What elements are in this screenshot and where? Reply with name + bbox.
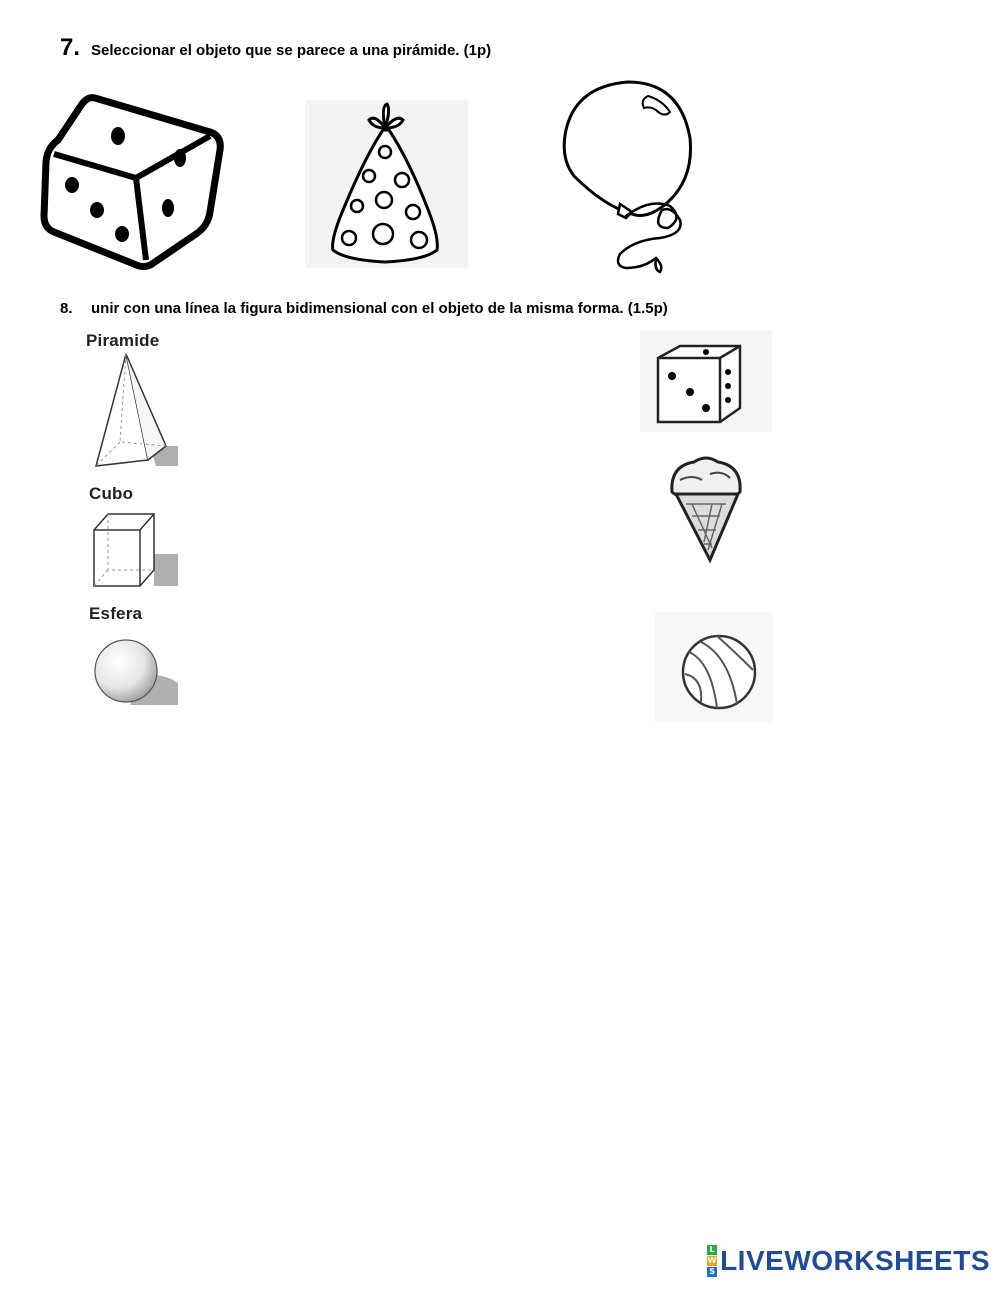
question-7-number: 7.	[60, 34, 81, 61]
option-party-hat[interactable]	[305, 100, 468, 268]
option-balloon[interactable]	[560, 78, 725, 283]
shape-sphere[interactable]	[90, 635, 178, 707]
object-dice[interactable]	[640, 330, 772, 432]
question-7-text: Seleccionar el objeto que se parece a una pirámide. (1p)	[91, 42, 492, 59]
ball-icon	[683, 636, 755, 708]
question-8-number: 8.	[60, 300, 73, 317]
shape-label-cubo: Cubo	[89, 484, 134, 503]
object-ice-cream[interactable]	[662, 452, 752, 572]
shape-label-esfera: Esfera	[89, 604, 143, 623]
shape-label-piramide: Piramide	[86, 331, 160, 350]
object-ball[interactable]	[655, 612, 773, 722]
shape-pyramid[interactable]	[90, 350, 178, 470]
footer-brand	[707, 1245, 990, 1277]
option-dice[interactable]	[40, 92, 225, 270]
question-8-text: unir con una línea la figura bidimensional con el objeto de la misma forma. (1.5p)	[91, 300, 668, 317]
brand-logo-icon: L W S	[707, 1245, 717, 1276]
balloon-icon	[564, 82, 690, 216]
brand-name: LIVEWORKSHEETS	[720, 1245, 990, 1276]
sphere-icon	[95, 640, 157, 702]
shape-cube[interactable]	[90, 510, 178, 590]
